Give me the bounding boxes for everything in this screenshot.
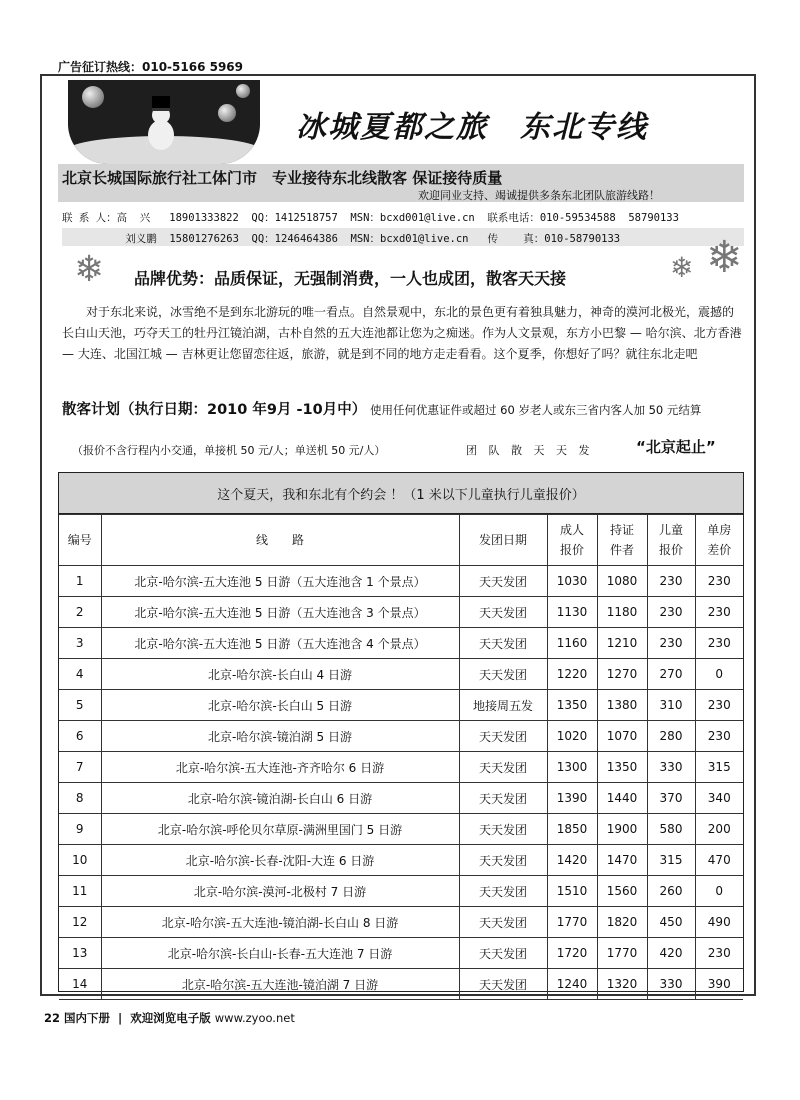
header-single-line2: 差价 (707, 543, 732, 557)
cell-cert: 1380 (597, 690, 647, 721)
cell-route: 北京-哈尔滨-五大连池 5 日游（五大连池含 1 个景点） (101, 566, 459, 597)
cell-child: 370 (647, 783, 695, 814)
cell-child: 580 (647, 814, 695, 845)
footer-cta: 欢迎浏览电子版 (130, 1011, 211, 1025)
price-note: （报价不含行程内小交通，单接机 50 元/人；单送机 50 元/人） (72, 444, 386, 457)
cell-single: 0 (695, 659, 743, 690)
cell-child: 420 (647, 938, 695, 969)
cell-depart: 天天发团 (459, 845, 547, 876)
footer-divider: | (118, 1011, 123, 1025)
daily-departure-note: 团 队 散 天 天 发 (466, 444, 594, 457)
cell-no: 2 (59, 597, 101, 628)
cell-route: 北京-哈尔滨-长春-沈阳-大连 6 日游 (101, 845, 459, 876)
page-title: 冰城夏都之旅 东北专线 (296, 110, 648, 145)
cell-depart: 天天发团 (459, 969, 547, 1000)
cell-adult: 1390 (547, 783, 597, 814)
cell-cert: 1080 (597, 566, 647, 597)
plan-note: 使用任何优惠证件或超过 60 岁老人或东三省内客人加 50 元结算 (370, 403, 702, 417)
snowflake-icon: ❄ (670, 251, 694, 284)
cell-single: 230 (695, 628, 743, 659)
route-table (59, 514, 743, 1000)
cell-depart: 天天发团 (459, 876, 547, 907)
cell-no: 11 (59, 876, 101, 907)
cell-adult: 1240 (547, 969, 597, 1000)
cell-cert: 1470 (597, 845, 647, 876)
cell-route: 北京-哈尔滨-五大连池-镜泊湖 7 日游 (101, 969, 459, 1000)
cell-single: 340 (695, 783, 743, 814)
table-row (59, 721, 743, 752)
footer-url[interactable]: www.zyoo.net (214, 1011, 295, 1025)
cell-cert: 1900 (597, 814, 647, 845)
cell-adult: 1300 (547, 752, 597, 783)
cell-route: 北京-哈尔滨-长白山 4 日游 (101, 659, 459, 690)
cell-no: 8 (59, 783, 101, 814)
cell-no: 3 (59, 628, 101, 659)
cell-cert: 1560 (597, 876, 647, 907)
cell-no: 7 (59, 752, 101, 783)
cell-cert: 1180 (597, 597, 647, 628)
plan-title: 散客计划（执行日期：2010 年9月 -10月中） (62, 402, 367, 418)
table-row (59, 566, 743, 597)
cell-no: 9 (59, 814, 101, 845)
header-route: 线 路 (101, 515, 459, 566)
cell-depart: 天天发团 (459, 938, 547, 969)
header-cert-line2: 件者 (609, 543, 634, 557)
cell-adult: 1720 (547, 938, 597, 969)
cell-adult: 1160 (547, 628, 597, 659)
cell-route: 北京-哈尔滨-长白山-长春-五大连池 7 日游 (101, 938, 459, 969)
cell-depart: 天天发团 (459, 752, 547, 783)
ornament-icon (218, 104, 236, 122)
cell-adult: 1510 (547, 876, 597, 907)
cell-no: 1 (59, 566, 101, 597)
agency-slogan: 欢迎同业支持、竭诚提供多条东北团队旅游线路！ (418, 189, 660, 202)
cell-no: 5 (59, 690, 101, 721)
winter-snowman-illustration (68, 80, 260, 164)
header-adult-line1: 成人 (559, 523, 584, 537)
cell-single: 490 (695, 907, 743, 938)
cell-child: 280 (647, 721, 695, 752)
brand-advantage: 品牌优势：品质保证，无强制消费，一人也成团，散客天天接 (134, 269, 567, 288)
cell-route: 北京-哈尔滨-镜泊湖 5 日游 (101, 721, 459, 752)
cell-adult: 1420 (547, 845, 597, 876)
table-header-row (59, 515, 743, 566)
cell-single: 470 (695, 845, 743, 876)
cell-child: 330 (647, 752, 695, 783)
cell-adult: 1030 (547, 566, 597, 597)
cell-single: 315 (695, 752, 743, 783)
snowflake-icon: ❄ (74, 249, 105, 290)
table-row (59, 907, 743, 938)
header-single-line1: 单房 (707, 523, 732, 537)
table-row (59, 690, 743, 721)
snowman-body (148, 120, 174, 150)
cell-route: 北京-哈尔滨-五大连池-齐齐哈尔 6 日游 (101, 752, 459, 783)
cell-depart: 天天发团 (459, 721, 547, 752)
cell-route: 北京-哈尔滨-呼伦贝尔草原-满洲里国门 5 日游 (101, 814, 459, 845)
header-adult-line2: 报价 (559, 543, 584, 557)
table-row (59, 628, 743, 659)
cell-single: 230 (695, 597, 743, 628)
contact-line-1: 联 系 人：高 兴 18901333822 QQ：1412518757 MSN：bcxd001@live.cn 联系电话：010-59534588 58790133 (62, 212, 679, 224)
cell-adult: 1350 (547, 690, 597, 721)
cell-adult: 1850 (547, 814, 597, 845)
origin-note: “北京起止” (636, 438, 716, 456)
ornament-icon (236, 84, 250, 98)
cell-child: 450 (647, 907, 695, 938)
table-row (59, 597, 743, 628)
cell-route: 北京-哈尔滨-五大连池 5 日游（五大连池含 4 个景点） (101, 628, 459, 659)
cell-single: 230 (695, 721, 743, 752)
cell-child: 230 (647, 597, 695, 628)
table-row (59, 938, 743, 969)
table-row (59, 845, 743, 876)
cell-cert: 1820 (597, 907, 647, 938)
table-row (59, 969, 743, 1000)
cell-child: 330 (647, 969, 695, 1000)
table-row (59, 783, 743, 814)
cell-route: 北京-哈尔滨-五大连池-镜泊湖-长白山 8 日游 (101, 907, 459, 938)
table-row (59, 659, 743, 690)
cell-cert: 1350 (597, 752, 647, 783)
header-depart: 发团日期 (459, 515, 547, 566)
header-no: 编号 (59, 515, 101, 566)
cell-no: 4 (59, 659, 101, 690)
cell-cert: 1270 (597, 659, 647, 690)
cell-depart: 天天发团 (459, 814, 547, 845)
cell-adult: 1020 (547, 721, 597, 752)
cell-single: 390 (695, 969, 743, 1000)
cell-child: 315 (647, 845, 695, 876)
cell-child: 260 (647, 876, 695, 907)
cell-route: 北京-哈尔滨-长白山 5 日游 (101, 690, 459, 721)
cell-no: 6 (59, 721, 101, 752)
ornament-icon (82, 86, 104, 108)
cell-no: 10 (59, 845, 101, 876)
header-child-line2: 报价 (658, 543, 683, 557)
footer-section: 国内下册 (64, 1011, 111, 1025)
header-single (695, 515, 743, 566)
header-child-line1: 儿童 (658, 523, 683, 537)
cell-depart: 天天发团 (459, 597, 547, 628)
cell-route: 北京-哈尔滨-镜泊湖-长白山 6 日游 (101, 783, 459, 814)
cell-cert: 1320 (597, 969, 647, 1000)
cell-depart: 地接周五发 (459, 690, 547, 721)
cell-depart: 天天发团 (459, 628, 547, 659)
ad-hotline: 广告征订热线：010-5166 5969 (58, 60, 244, 74)
table-row (59, 752, 743, 783)
snowflake-icon: ❄ (706, 232, 743, 283)
intro-paragraph: 对于东北来说，冰雪绝不是到东北游玩的唯一看点。自然景观中，东北的景色更有着独具魅力，神奇的漠河北极光，震撼的长白山天池，巧夺天工的牡丹江镜泊湖，古朴自然的五大连池都让您为之痴迷。作为人文景观，东方小巴黎 — 哈尔滨、北方香港 — 大连、北国江城 — 吉林更让您留恋往返，旅游，就是到不同的地方走走看看。这个夏季，你想好了吗？就往东北走吧 (62, 305, 742, 361)
cell-child: 230 (647, 628, 695, 659)
cell-adult: 1220 (547, 659, 597, 690)
page-footer (44, 1010, 295, 1026)
cell-single: 200 (695, 814, 743, 845)
header-cert (597, 515, 647, 566)
cell-single: 230 (695, 566, 743, 597)
cell-no: 13 (59, 938, 101, 969)
agency-name: 北京长城国际旅行社工体门市 专业接待东北线散客 保证接待质量 (62, 169, 503, 187)
page-number: 22 (44, 1011, 61, 1025)
cell-cert: 1770 (597, 938, 647, 969)
cell-child: 310 (647, 690, 695, 721)
price-table (58, 472, 744, 992)
cell-depart: 天天发团 (459, 907, 547, 938)
header-adult (547, 515, 597, 566)
table-row (59, 876, 743, 907)
header-child (647, 515, 695, 566)
cell-single: 230 (695, 938, 743, 969)
cell-depart: 天天发团 (459, 659, 547, 690)
cell-adult: 1770 (547, 907, 597, 938)
cell-no: 12 (59, 907, 101, 938)
cell-single: 230 (695, 690, 743, 721)
contact-line-2: 刘义鹏 15801276263 QQ：1246464386 MSN：bcxd01@live.cn 传 真：010-58790133 (62, 233, 621, 245)
table-row (59, 814, 743, 845)
snowman-hat (152, 96, 170, 111)
table-caption: 这个夏天，我和东北有个约会 ！（1 米以下儿童执行儿童报价） (59, 473, 743, 514)
cell-adult: 1130 (547, 597, 597, 628)
cell-single: 0 (695, 876, 743, 907)
cell-depart: 天天发团 (459, 566, 547, 597)
cell-route: 北京-哈尔滨-五大连池 5 日游（五大连池含 3 个景点） (101, 597, 459, 628)
cell-no: 14 (59, 969, 101, 1000)
cell-cert: 1210 (597, 628, 647, 659)
cell-child: 270 (647, 659, 695, 690)
cell-depart: 天天发团 (459, 783, 547, 814)
cell-cert: 1440 (597, 783, 647, 814)
cell-child: 230 (647, 566, 695, 597)
cell-route: 北京-哈尔滨-漠河-北极村 7 日游 (101, 876, 459, 907)
header-cert-line1: 持证 (609, 523, 634, 537)
cell-cert: 1070 (597, 721, 647, 752)
